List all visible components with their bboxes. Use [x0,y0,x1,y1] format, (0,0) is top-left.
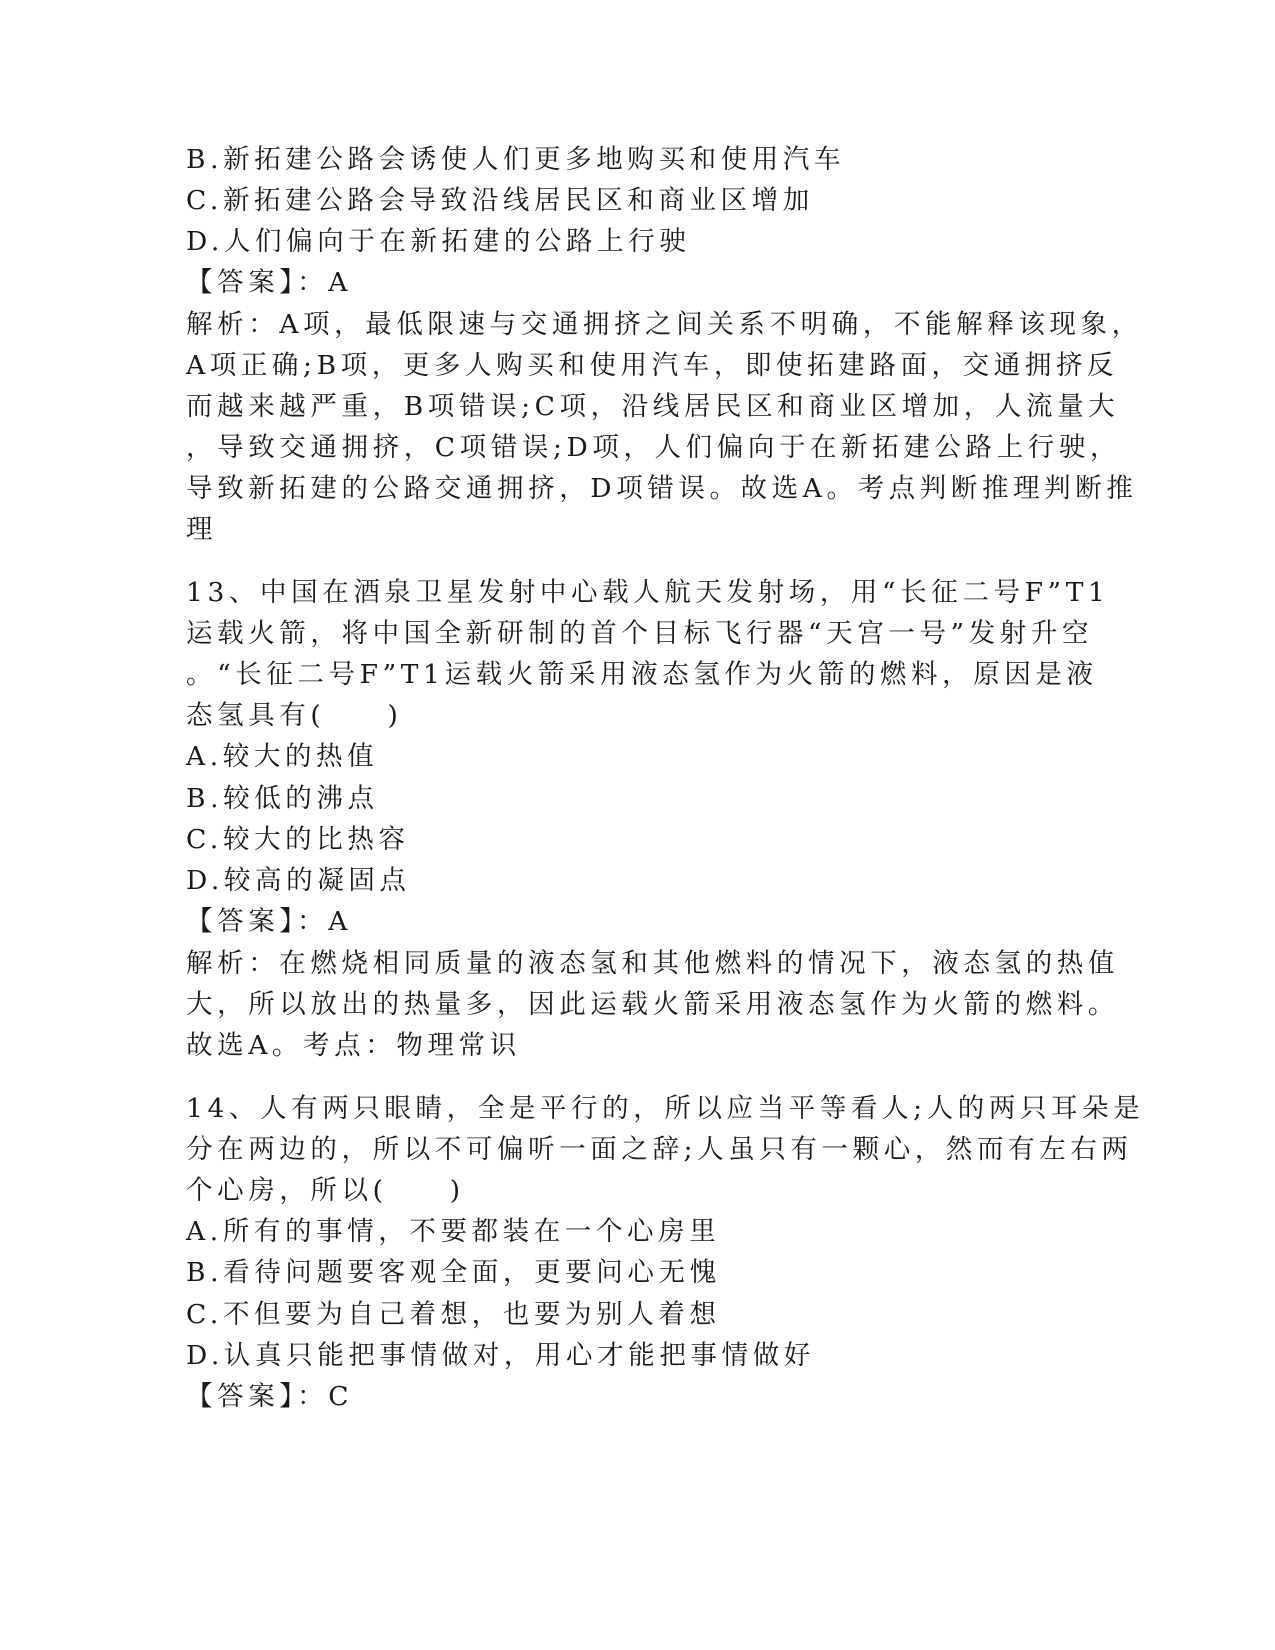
option-d: D.人们偏向于在新拓建的公路上行驶 [186,226,691,257]
question-stem-line: 态氢具有( ) [186,700,403,731]
option-a: A.较大的热值 [186,741,379,772]
answer-line: 【答案】：A [186,267,352,298]
analysis-line: 导致新拓建的公路交通拥挤，D项错误。故选A。考点判断推理判断推 [186,473,1138,504]
analysis-line: 故选A。考点：物理常识 [186,1030,521,1061]
option-c: C.不但要为自己着想，也要为别人着想 [186,1299,721,1330]
option-c: C.新拓建公路会导致沿线居民区和商业区增加 [186,185,814,216]
option-b: B.看待问题要客观全面，更要问心无愧 [186,1257,721,1288]
option-b: B.新拓建公路会诱使人们更多地购买和使用汽车 [186,144,846,175]
question-stem-line: 分在两边的，所以不可偏听一面之辞;人虽只有一颗心，然而有左右两 [186,1134,1133,1165]
question-stem-line: 个心房，所以( ) [186,1175,465,1206]
question-stem-line: 。“长征二号F”T1运载火箭采用液态氢作为火箭的燃料，原因是液 [186,659,1098,690]
option-d: D.较高的凝固点 [186,865,411,896]
option-c: C.较大的比热容 [186,824,410,855]
analysis-line: 而越来越严重，B项错误;C项，沿线居民区和商业区增加，人流量大 [186,391,1120,422]
question-stem-line: 13、中国在酒泉卫星发射中心载人航天发射场，用“长征二号F”T1 [186,577,1110,608]
analysis-line: 解析：A项，最低限速与交通拥挤之间关系不明确，不能解释该现象， [186,309,1143,340]
analysis-line: ，导致交通拥挤，C项错误;D项，人们偏向于在新拓建公路上行驶， [186,432,1122,463]
question-stem-line: 运载火箭，将中国全新研制的首个目标飞行器“天宫一号”发射升空 [186,618,1094,649]
answer-line: 【答案】：A [186,906,352,937]
analysis-line: 大，所以放出的热量多，因此运载火箭采用液态氢作为火箭的燃料。 [186,989,1119,1020]
analysis-line: 解析：在燃烧相同质量的液态氢和其他燃料的情况下，液态氢的热值 [186,948,1119,979]
option-d: D.认真只能把事情做对，用心才能把事情做好 [186,1340,815,1371]
question-stem-line: 14、人有两只眼睛，全是平行的，所以应当平等看人;人的两只耳朵是 [186,1093,1145,1124]
answer-line: 【答案】：C [186,1381,354,1412]
option-b: B.较低的沸点 [186,783,379,814]
analysis-line: 理 [186,514,218,545]
option-a: A.所有的事情，不要都装在一个心房里 [186,1216,721,1247]
analysis-line: A项正确;B项，更多人购买和使用汽车，即使拓建路面，交通拥挤反 [186,350,1119,381]
